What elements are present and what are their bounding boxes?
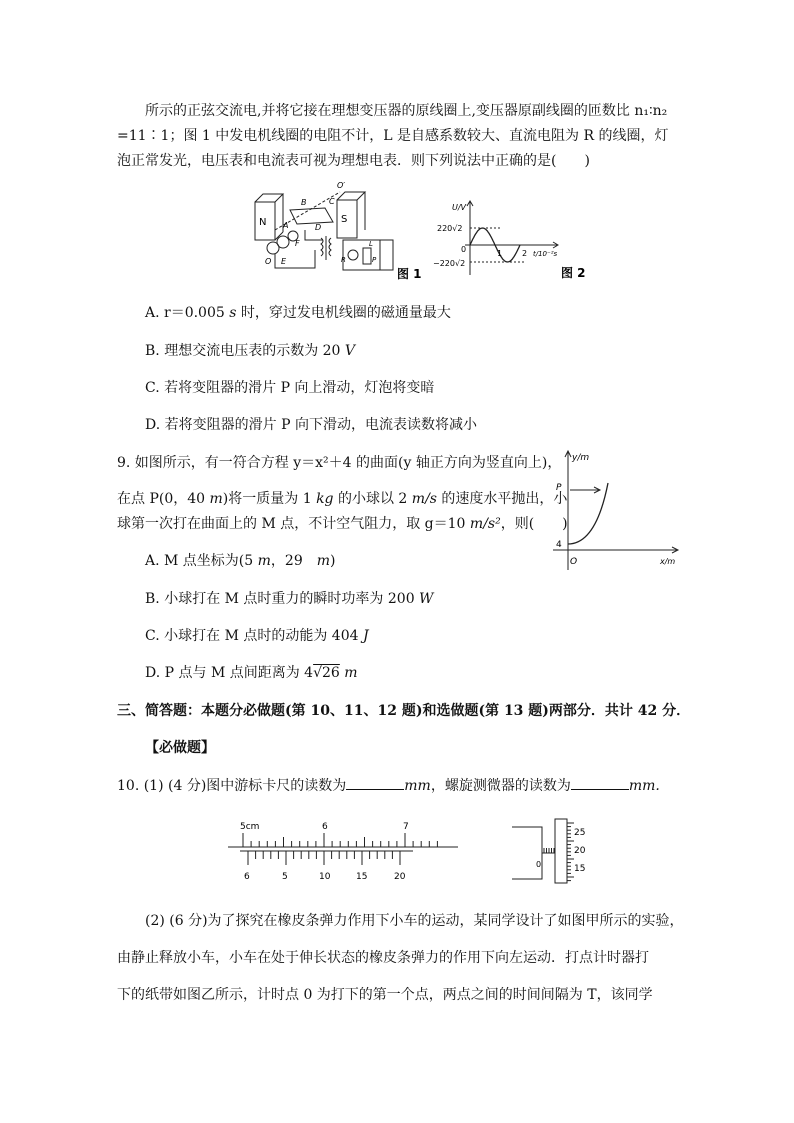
caliper-vernier-5: 5 bbox=[282, 872, 288, 882]
fig2-ytick-neg: −220√2 bbox=[433, 259, 466, 268]
fig1-letter-p: P bbox=[372, 256, 377, 264]
micrometer-25: 25 bbox=[574, 828, 586, 838]
q8-line2: =11∶1；图 1 中发电机线圈的电阻不计，L 是自感系数较大、直流电阻为 R 的线圈，灯 bbox=[117, 128, 669, 144]
caliper-main-7: 7 bbox=[403, 822, 409, 832]
fig1-letter-l: L bbox=[369, 240, 373, 248]
fig2-ytick-pos: 220√2 bbox=[437, 224, 463, 233]
q10-part2-line2: 由静止释放小车，小车在处于伸长状态的橡皮条弹力的作用下向左运动．打点计时器打 bbox=[117, 950, 649, 966]
fig1-letter-a: A bbox=[283, 221, 289, 230]
curve-figure bbox=[548, 448, 683, 573]
fig1-letter-b: B bbox=[301, 198, 307, 207]
curve-xlabel: x/m bbox=[660, 557, 676, 566]
caliper-vernier-20: 20 bbox=[394, 872, 406, 882]
q9-option-b[interactable]: B. 小球打在 M 点时重力的瞬时功率为 200 W bbox=[145, 591, 434, 607]
fig1-letter-r: R bbox=[341, 256, 346, 264]
q9-line1: 9. 如图所示，有一符合方程 y＝x²＋4 的曲面(y 轴正方向为竖直向上)， bbox=[117, 455, 562, 471]
q10-part2-line3: 下的纸带如图乙所示，计时点 0 为打下的第一个点，两点之间的时间间隔为 T，该同学 bbox=[117, 987, 653, 1003]
generator-circuit-figure bbox=[245, 180, 422, 281]
micrometer-20: 20 bbox=[574, 846, 586, 856]
fig2-ylabel: U/V bbox=[452, 203, 467, 212]
caliper-vernier-6: 6 bbox=[244, 872, 250, 882]
q8-option-d[interactable]: D. 若将变阻器的滑片 P 向下滑动，电流表读数将减小 bbox=[145, 417, 477, 433]
caliper-answer-blank[interactable] bbox=[346, 777, 404, 790]
fig1-letter-f: F bbox=[295, 239, 300, 248]
fig1-letter-c: C bbox=[329, 197, 335, 206]
fig1-letter-d: D bbox=[315, 223, 322, 232]
fig1-letter-o: O bbox=[265, 257, 272, 266]
q9-option-d[interactable]: D. P 点与 M 点间距离为 4√26 m bbox=[145, 665, 358, 681]
micrometer-figure bbox=[510, 815, 600, 885]
vernier-caliper-figure bbox=[228, 815, 463, 885]
q8-line1: 所示的正弦交流电,并将它接在理想变压器的原线圈上,变压器原副线圈的匝数比 n₁∶n₂ bbox=[145, 103, 668, 119]
q8-option-a[interactable]: A. r＝0.005 s 时，穿过发电机线圈的磁通量最大 bbox=[145, 305, 451, 321]
caliper-vernier-10: 10 bbox=[319, 872, 331, 882]
q8-option-b[interactable]: B. 理想交流电压表的示数为 20 V bbox=[145, 343, 356, 359]
micrometer-zero: 0 bbox=[536, 860, 542, 869]
fig2-xtick-1: 1 bbox=[497, 249, 503, 258]
q9-option-a[interactable]: A. M 点坐标为(5 m，29 m) bbox=[145, 553, 336, 569]
q9-option-c[interactable]: C. 小球打在 M 点时的动能为 404 J bbox=[145, 628, 369, 644]
fig1-letter-o-prime: O′ bbox=[337, 181, 346, 190]
micrometer-answer-blank[interactable] bbox=[571, 777, 629, 790]
required-label: 【必做题】 bbox=[145, 740, 215, 756]
curve-ylabel: y/m bbox=[572, 453, 590, 463]
q8-option-c[interactable]: C. 若将变阻器的滑片 P 向上滑动，灯泡将变暗 bbox=[145, 380, 435, 396]
caliper-main-6: 6 bbox=[322, 822, 328, 832]
curve-tick-4: 4 bbox=[556, 540, 562, 550]
fig2-xlabel: t/10⁻²s bbox=[533, 250, 558, 258]
caliper-vernier-15: 15 bbox=[356, 872, 368, 882]
curve-point-p: P bbox=[556, 483, 562, 493]
caliper-main-5cm: 5cm bbox=[240, 822, 260, 832]
curve-origin: O bbox=[570, 557, 578, 567]
micrometer-15: 15 bbox=[574, 864, 586, 874]
fig2-origin: 0 bbox=[461, 245, 467, 254]
fig1-letter-s: S bbox=[341, 214, 348, 225]
section3-heading: 三、简答题：本题分必做题(第 10、11、12 题)和选做题(第 13 题)两部分．共计 42 分． bbox=[117, 703, 691, 719]
parabola-curve bbox=[568, 483, 608, 544]
fig2-label: 图 2 bbox=[561, 266, 586, 280]
fig2-xtick-2: 2 bbox=[522, 249, 528, 258]
fig1-letter-e: E bbox=[281, 257, 287, 266]
q10-part2-line1: (2) (6 分)为了探究在橡皮条弹力作用下小车的运动，某同学设计了如图甲所示的实验， bbox=[145, 913, 684, 929]
q8-line3: 泡正常发光，电压表和电流表可视为理想电表．则下列说法中正确的是( ) bbox=[117, 153, 590, 169]
voltage-graph bbox=[425, 200, 595, 280]
q9-line2: 在点 P(0，40 m)将一质量为 1 kg 的小球以 2 m/s 的速度水平抛出，小 bbox=[117, 491, 568, 507]
fig1-letter-n: N bbox=[259, 217, 267, 228]
q10-part1: 10. (1) (4 分)图中游标卡尺的读数为 mm，螺旋测微器的读数为 mm. bbox=[117, 778, 660, 794]
fig1-label: 图 1 bbox=[397, 267, 422, 281]
q9-line3: 球第一次打在曲面上的 M 点，不计空气阻力，取 g＝10 m/s²，则( ) bbox=[117, 516, 568, 532]
